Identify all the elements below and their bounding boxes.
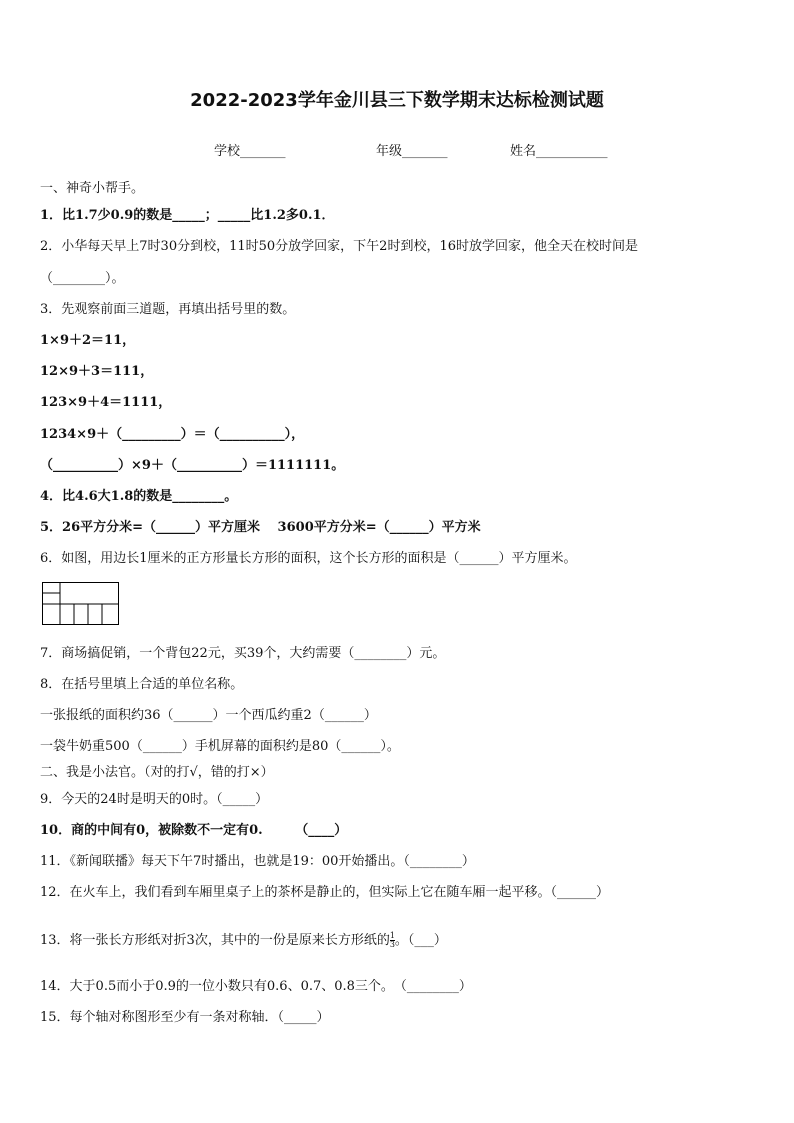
question-3: 3．先观察前面三道题，再填出括号里的数。 [40, 302, 296, 317]
question-13 [40, 932, 447, 949]
equation-1: 1×9＋2＝11， [40, 333, 136, 348]
question-2: 2．小华每天早上7时30分到校，11时50分放学回家，下午2时到校，16时放学回家，他全天在校时间是 [40, 239, 638, 254]
fraction-denominator: 3 [389, 940, 395, 949]
question-4: 4．比4.6大1.8的数是________。 [40, 489, 238, 504]
question-13-answer: 。（___） [394, 933, 447, 948]
question-5: 5．26平方分米=（______）平方厘米 3600平方分米=（______）平方米 [40, 520, 481, 535]
question-6: 6．如图，用边长1厘米的正方形量长方形的面积，这个长方形的面积是（______）平方厘米。 [40, 551, 577, 566]
section-heading-2: 二、我是小法官。（对的打√，错的打×） [40, 765, 274, 780]
question-12: 12．在火车上，我们看到车厢里桌子上的茶杯是静止的，但实际上它在随车厢一起平移。（______） [40, 885, 610, 900]
question-8: 8．在括号里填上合适的单位名称。 [40, 677, 244, 692]
question-2-answer: （________）。 [40, 271, 125, 286]
question-8-line-1: 一张报纸的面积约36（______）一个西瓜约重2（______） [40, 708, 377, 723]
fraction-numerator: 1 [389, 931, 395, 940]
rectangle-grid-figure [42, 582, 120, 626]
question-10: 10．商的中间有0，被除数不一定有0. （____） [40, 823, 348, 838]
question-8-line-2: 一袋牛奶重500（______）手机屏幕的面积约是80（______）。 [40, 739, 400, 754]
grade-field[interactable]: 年级_______ [376, 144, 448, 159]
equation-3: 123×9＋4＝1111， [40, 395, 172, 410]
question-13-text: 13．将一张长方形纸对折3次，其中的一份是原来长方形纸的 [40, 933, 390, 948]
equation-5: （__________）×9＋（__________）＝1111111。 [40, 458, 345, 473]
school-field[interactable]: 学校_______ [214, 144, 286, 159]
equation-2: 12×9＋3＝111， [40, 364, 154, 379]
question-7: 7．商场搞促销，一个背包22元，买39个，大约需要（________）元。 [40, 646, 446, 661]
question-14: 14．大于0.5而小于0.9的一位小数只有0.6、0.7、0.8三个。 （________） [40, 979, 472, 994]
name-field[interactable]: 姓名___________ [510, 144, 608, 159]
section-heading: 一、神奇小帮手。 [40, 181, 145, 196]
question-15: 15．每个轴对称图形至少有一条对称轴．（_____） [40, 1010, 330, 1025]
question-11: 11．《新闻联播》每天下午7时播出，也就是19：00开始播出。（________） [40, 854, 475, 869]
equation-4: 1234×9＋（_________）＝（__________）， [40, 427, 305, 442]
question-9: 9．今天的24时是明天的0时。（_____） [40, 792, 269, 807]
page-title: 2022-2023学年金川县三下数学期末达标检测试题 [190, 90, 604, 111]
question-1: 1．比1.7少0.9的数是_____；_____比1.2多0.1． [40, 208, 335, 223]
